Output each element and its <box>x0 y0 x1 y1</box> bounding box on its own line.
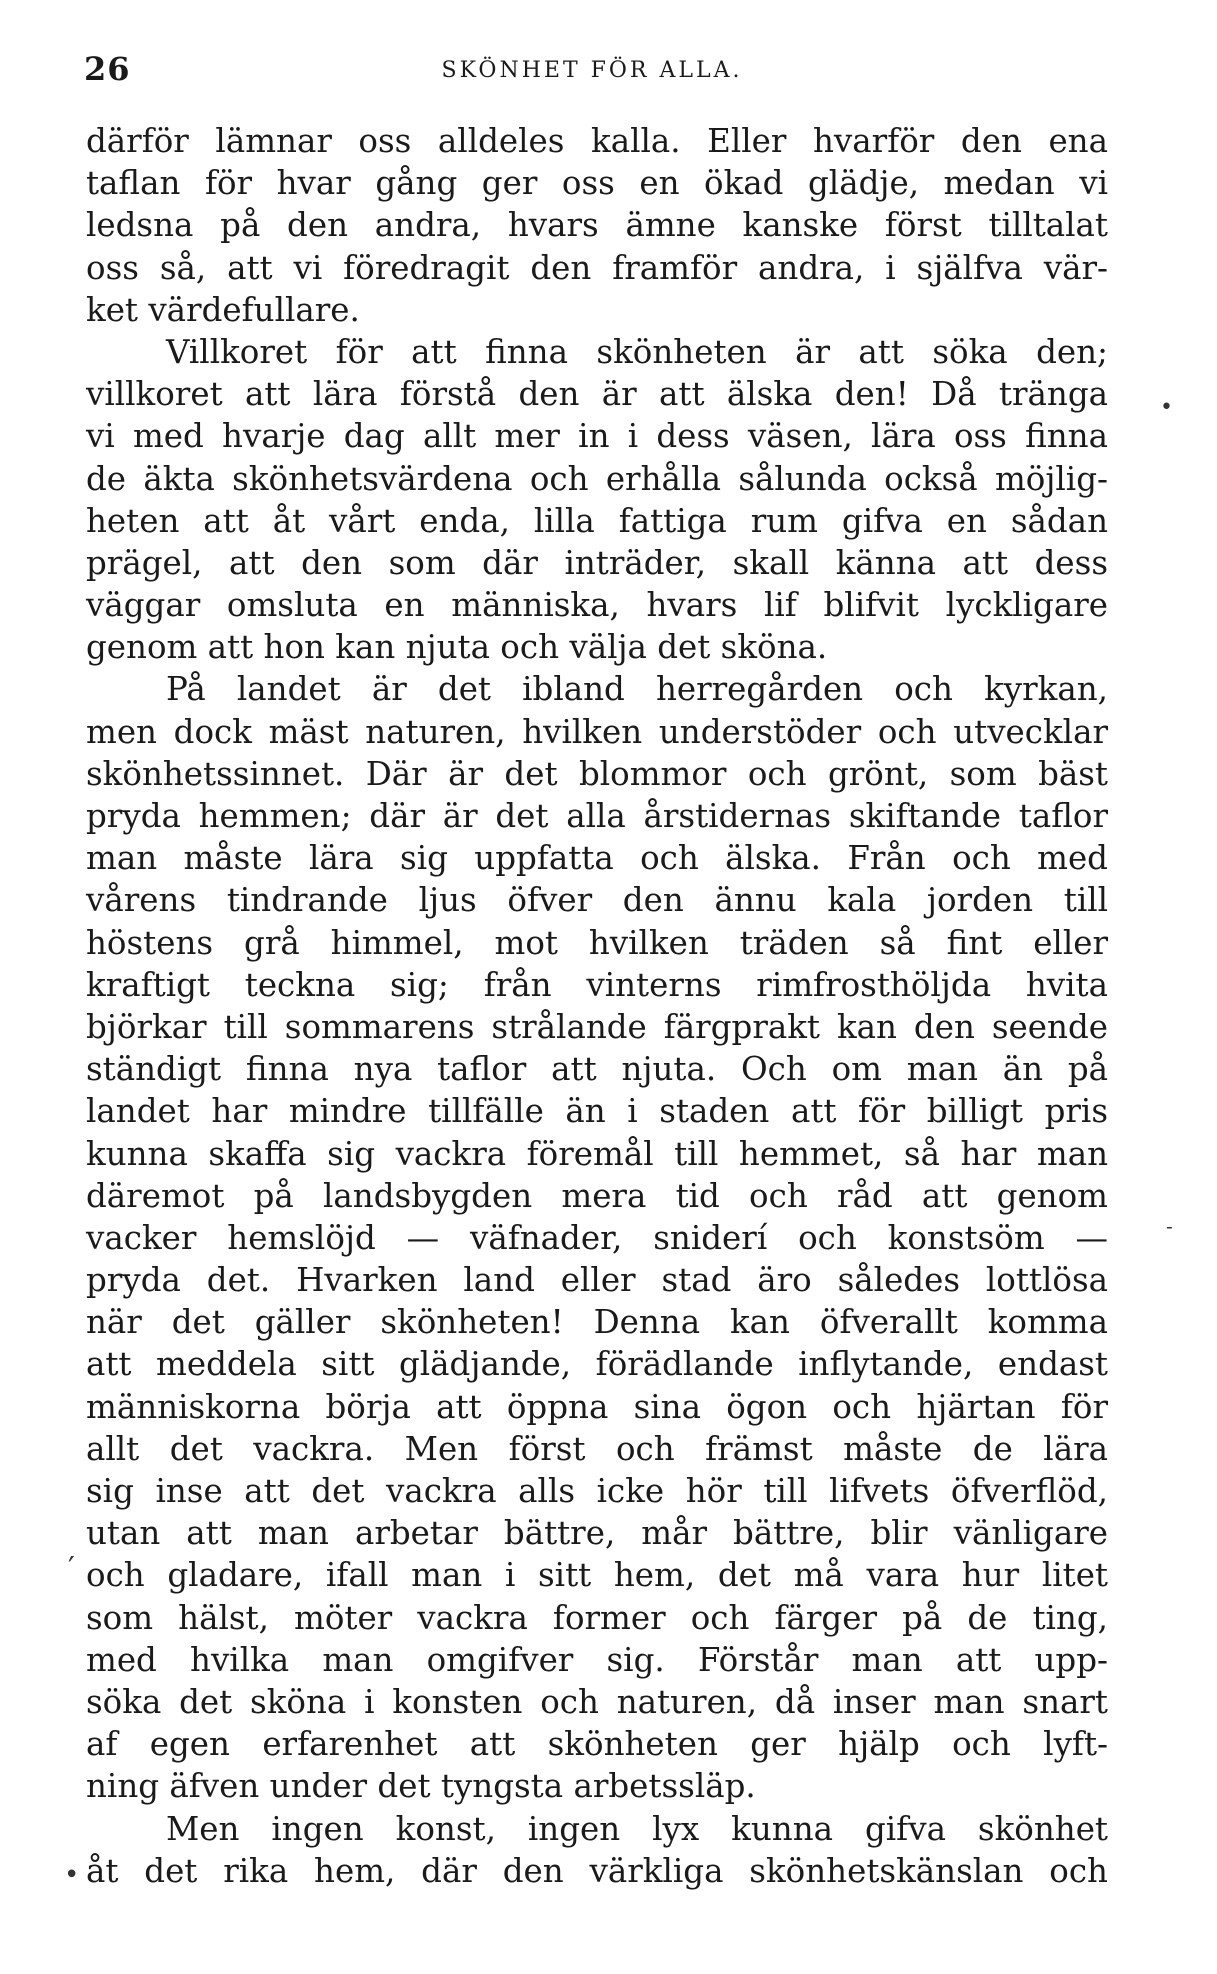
text-line: höstens grå himmel, mot hvilken träden så fint eller <box>86 923 1108 962</box>
text-line: landet har mindre tillfälle än i staden att för billigt pris <box>86 1092 1108 1131</box>
text-line: att meddela sitt glädjande, förädlande inflytande, endast <box>86 1345 1108 1384</box>
text-line: väggar omsluta en människa, hvars lif blifvit lyckligare <box>86 586 1108 625</box>
text-line: allt det vackra. Men först och främst måste de lära <box>86 1429 1108 1468</box>
text-line: med hvilka man omgifver sig. Förstår man att upp- <box>86 1640 1108 1679</box>
text-line: de äkta skönhetsvärdena och erhålla sålunda också möjlig- <box>86 459 1108 498</box>
running-head: SKÖNHET FÖR ALLA. <box>441 58 743 83</box>
text-line: oss så, att vi föredragit den framför andra, i själfva vär- <box>86 248 1108 287</box>
text-line: Villkoret för att finna skönheten är att söka den; <box>166 332 1108 371</box>
text-line: vacker hemslöjd — väfnader, sniderí och konstsöm — <box>86 1218 1108 1257</box>
text-line: när det gäller skönheten! Denna kan öfverallt komma <box>86 1303 1108 1342</box>
text-line: som hälst, möter vackra former och färger på de ting, <box>86 1598 1108 1637</box>
text-line: pryda hemmen; där är det alla årstidernas skiftande taflor <box>86 797 1108 835</box>
text-line: sig inse att det vackra alls icke hör till lifvets öfverflöd, <box>86 1472 1108 1510</box>
text-line: villkoret att lära förstå den är att älska den! Då tränga <box>86 375 1108 414</box>
text-line: björkar till sommarens strålande färgprakt kan den seende <box>86 1007 1108 1046</box>
margin-tick-mark: ′ <box>68 1551 75 1586</box>
text-line: genom att hon kan njuta och välja det sköna. <box>86 628 828 667</box>
page-header <box>72 50 1112 90</box>
text-line: därför lämnar oss alldeles kalla. Eller hvarför den ena <box>86 122 1108 160</box>
text-line: heten att åt vårt enda, lilla fattiga rum gifva en sådan <box>86 501 1108 540</box>
page-number: 26 <box>84 50 131 88</box>
text-line: taflan för hvar gång ger oss en ökad glädje, medan vi <box>86 164 1108 203</box>
text-line: söka det sköna i konsten och naturen, då inser man snart <box>86 1682 1108 1721</box>
text-line: pryda det. Hvarken land eller stad äro således lottlösa <box>86 1261 1108 1300</box>
text-line: prägel, att den som där inträder, skall känna att dess <box>86 543 1108 582</box>
text-line: däremot på landsbygden mera tid och råd att genom <box>86 1176 1108 1215</box>
text-line: åt det rika hem, där den värkliga skönhetskänslan och <box>86 1851 1108 1890</box>
text-line: Men ingen konst, ingen lyx kunna gifva skönhet <box>166 1809 1108 1848</box>
text-line: människorna börja att öppna sina ögon och hjärtan för <box>86 1387 1108 1426</box>
text-line: ständigt finna nya taflor att njuta. Och om man än på <box>86 1050 1108 1089</box>
body-text <box>86 120 1108 1892</box>
text-line: vårens tindrande ljus öfver den ännu kala jorden till <box>86 881 1108 920</box>
text-line: kraftigt teckna sig; från vinterns rimfrosthöljda hvita <box>86 965 1108 1004</box>
margin-dash-mark: ‐ <box>1166 1214 1173 1238</box>
text-line: På landet är det ibland herregården och kyrkan, <box>166 670 1108 709</box>
text-line: skönhetssinnet. Där är det blommor och grönt, som bäst <box>86 754 1108 793</box>
text-line: utan att man arbetar bättre, mår bättre, blir vänligare <box>86 1514 1108 1553</box>
text-line: ning äfven under det tyngsta arbetssläp. <box>86 1767 756 1806</box>
text-line: och gladare, ifall man i sitt hem, det må vara hur litet <box>86 1556 1108 1595</box>
margin-bullet-mark: • <box>64 1860 80 1890</box>
text-line: af egen erfarenhet att skönheten ger hjälp och lyft- <box>86 1725 1108 1764</box>
text-line: ket värdefullare. <box>86 290 360 329</box>
text-line: man måste lära sig uppfatta och älska. Från och med <box>86 839 1108 878</box>
text-line: ledsna på den andra, hvars ämne kanske först tilltalat <box>86 206 1108 245</box>
text-line: kunna skaffa sig vackra föremål till hemmet, så har man <box>86 1134 1108 1173</box>
text-line: men dock mäst naturen, hvilken understöder och utvecklar <box>86 712 1108 751</box>
text-line: vi med hvarje dag allt mer in i dess väsen, lära oss finna <box>86 417 1108 456</box>
margin-dot-mark: • <box>1160 395 1173 420</box>
